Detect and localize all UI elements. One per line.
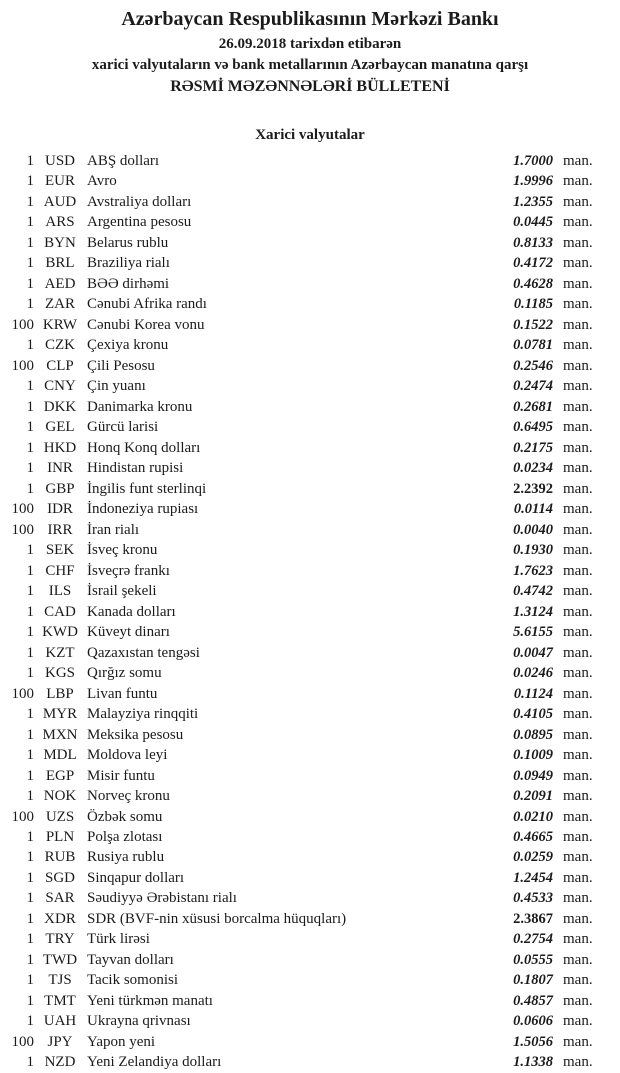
- currency-quantity: 1: [26, 542, 34, 559]
- table-row: [0, 847, 620, 867]
- currency-quantity: 100: [11, 521, 34, 538]
- table-row: [0, 253, 620, 273]
- currency-quantity: 1: [26, 583, 34, 600]
- currency-quantity: 1: [26, 173, 34, 190]
- currency-unit: man.: [563, 931, 593, 948]
- currency-unit: man.: [563, 153, 593, 169]
- currency-rate: 0.2091: [513, 788, 553, 805]
- currency-unit: man.: [563, 275, 593, 292]
- currency-name: Honq Konq dolları: [87, 439, 201, 456]
- currency-name: İndoneziya rupiası: [87, 501, 199, 518]
- currency-quantity: 1: [26, 644, 34, 661]
- currency-unit: man.: [563, 890, 593, 907]
- currency-rate: 0.1009: [513, 747, 553, 764]
- currency-rate: 0.4533: [513, 890, 553, 907]
- table-row: [0, 622, 620, 642]
- currency-quantity: 1: [26, 460, 34, 477]
- currency-unit: man.: [563, 726, 593, 743]
- currency-code: GEL: [45, 419, 75, 436]
- table-row: [0, 438, 620, 458]
- currency-code: TMT: [44, 992, 76, 1009]
- currency-name: Tayvan dolları: [87, 951, 174, 968]
- currency-name: Cənubi Korea vonu: [87, 316, 205, 333]
- table-row: [0, 1032, 620, 1052]
- currency-rate: 1.1338: [513, 1054, 553, 1071]
- currency-quantity: 100: [11, 357, 34, 374]
- currency-unit: man.: [563, 234, 593, 251]
- currency-quantity: 1: [26, 398, 34, 415]
- currency-name: Türk lirəsi: [87, 931, 150, 948]
- table-row: [0, 499, 620, 519]
- currency-unit: man.: [563, 398, 593, 415]
- currency-unit: man.: [563, 992, 593, 1009]
- currency-code: UAH: [43, 1013, 77, 1030]
- currency-quantity: 1: [26, 275, 34, 292]
- currency-rate: 0.1807: [513, 972, 553, 989]
- currency-code: IDR: [47, 501, 73, 518]
- currency-quantity: 1: [26, 480, 34, 497]
- table-row: [0, 561, 620, 581]
- currency-code: RUB: [44, 849, 76, 866]
- currency-quantity: 1: [26, 153, 34, 169]
- currency-unit: man.: [563, 501, 593, 518]
- currency-unit: man.: [563, 521, 593, 538]
- currency-rate: 0.2474: [513, 378, 553, 395]
- currency-quantity: 1: [26, 439, 34, 456]
- currency-unit: man.: [563, 747, 593, 764]
- currency-quantity: 1: [26, 562, 34, 579]
- currency-rate: 0.1522: [513, 316, 553, 333]
- currency-code: GBP: [45, 480, 75, 497]
- currency-code: EUR: [45, 173, 75, 190]
- currency-code: NZD: [44, 1054, 76, 1071]
- currency-rate: 1.3124: [513, 603, 553, 620]
- currency-quantity: 1: [26, 234, 34, 251]
- bulletin-title: RƏSMİ MƏZƏNNƏLƏRİ BÜLLETENİ: [170, 78, 450, 95]
- currency-rate: 0.4665: [513, 828, 553, 845]
- currency-name: Meksika pesosu: [87, 726, 184, 743]
- currency-unit: man.: [563, 808, 593, 825]
- currency-rate: 0.0040: [513, 521, 553, 538]
- currency-name: Polşa zlotası: [87, 828, 163, 845]
- table-row: [0, 868, 620, 888]
- currency-name: SDR (BVF-nin xüsusi borcalma hüquqları): [87, 910, 347, 927]
- currency-unit: man.: [563, 460, 593, 477]
- currency-rate: 1.9996: [513, 173, 553, 190]
- currency-rate: 2.3867: [513, 910, 553, 927]
- table-row: [0, 233, 620, 253]
- currency-code: UZS: [45, 808, 75, 825]
- currency-rate: 1.7000: [513, 153, 553, 169]
- currency-quantity: 1: [26, 890, 34, 907]
- table-row: [0, 786, 620, 806]
- currency-quantity: 1: [26, 972, 34, 989]
- currency-quantity: 1: [26, 193, 34, 210]
- table-row: [0, 171, 620, 191]
- currency-code: ILS: [48, 583, 72, 600]
- currency-unit: man.: [563, 1054, 593, 1071]
- currency-quantity: 1: [26, 706, 34, 723]
- currency-name: İngilis funt sterlinqi: [87, 480, 207, 497]
- currency-code: IRR: [47, 521, 73, 538]
- currency-rate: 0.0234: [513, 460, 553, 477]
- currency-quantity: 100: [11, 808, 34, 825]
- table-row: [0, 540, 620, 560]
- currency-rate: 0.0606: [513, 1013, 553, 1030]
- currency-rate: 0.1185: [513, 296, 553, 313]
- bulletin-header: [0, 0, 620, 98]
- currency-unit: man.: [563, 828, 593, 845]
- currency-unit: man.: [563, 173, 593, 190]
- table-row: [0, 970, 620, 990]
- currency-rate: 0.4628: [513, 275, 553, 292]
- currency-rate: 0.0259: [513, 849, 553, 866]
- currency-quantity: 1: [26, 419, 34, 436]
- currency-name: Malayziya rinqqiti: [87, 706, 199, 723]
- currency-rate: 0.6495: [513, 419, 553, 436]
- currency-unit: man.: [563, 439, 593, 456]
- currency-quantity: 1: [26, 747, 34, 764]
- currency-unit: man.: [563, 767, 593, 784]
- currency-rate: 0.2754: [513, 931, 553, 948]
- currency-rate: 0.0555: [513, 951, 553, 968]
- table-row: [0, 643, 620, 663]
- currency-rate: 1.2454: [513, 869, 553, 886]
- currency-quantity: 1: [26, 992, 34, 1009]
- currency-unit: man.: [563, 357, 593, 374]
- currency-name: Norveç kronu: [87, 788, 170, 805]
- currency-quantity: 1: [26, 910, 34, 927]
- table-row: [0, 888, 620, 908]
- currency-quantity: 1: [26, 214, 34, 231]
- currency-code: AUD: [43, 193, 77, 210]
- currency-quantity: 100: [11, 685, 34, 702]
- table-row: [0, 356, 620, 376]
- currency-name: Avro: [87, 173, 117, 190]
- currency-unit: man.: [563, 316, 593, 333]
- currency-code: CZK: [45, 337, 75, 354]
- currency-code: MYR: [42, 706, 78, 723]
- currency-unit: man.: [563, 562, 593, 579]
- currency-name: İran rialı: [87, 521, 140, 538]
- table-row: [0, 479, 620, 499]
- currency-code: LBP: [46, 685, 74, 702]
- currency-rate: 0.0949: [513, 767, 553, 784]
- currency-unit: man.: [563, 706, 593, 723]
- table-row: [0, 827, 620, 847]
- table-row: [0, 909, 620, 929]
- table-row: [0, 745, 620, 765]
- currency-unit: man.: [563, 685, 593, 702]
- currency-code: CAD: [44, 603, 76, 620]
- currency-unit: man.: [563, 665, 593, 682]
- currency-rate: 1.5056: [513, 1033, 553, 1050]
- currency-code: DKK: [43, 398, 77, 415]
- currency-rate: 2.2392: [513, 480, 553, 497]
- table-row: [0, 807, 620, 827]
- table-row: [0, 1052, 620, 1072]
- currency-code: SEK: [45, 542, 75, 559]
- currency-rate: 0.2546: [513, 357, 553, 374]
- currency-name: Livan funtu: [87, 685, 158, 702]
- currency-code: KZT: [45, 644, 75, 661]
- table-row: [0, 663, 620, 683]
- currency-unit: man.: [563, 1013, 593, 1030]
- table-row: [0, 581, 620, 601]
- currency-quantity: 1: [26, 624, 34, 641]
- currency-quantity: 100: [11, 1033, 34, 1050]
- currency-code: PLN: [45, 828, 75, 845]
- currency-name: İsveçrə frankı: [87, 562, 170, 579]
- currency-code: AED: [44, 275, 76, 292]
- currency-name: Ukrayna qrivnası: [87, 1013, 191, 1030]
- currency-name: Rusiya rublu: [87, 849, 165, 866]
- currency-rate: 0.0210: [513, 808, 553, 825]
- exchange-rates-table: [0, 151, 620, 1073]
- currency-quantity: 1: [26, 1054, 34, 1071]
- currency-code: KGS: [44, 665, 75, 682]
- bank-name-title: Azərbaycan Respublikasının Mərkəzi Bankı: [121, 8, 499, 30]
- table-row: [0, 315, 620, 335]
- currency-name: Belarus rublu: [87, 234, 169, 251]
- currency-code: CNY: [44, 378, 76, 395]
- table-row: [0, 397, 620, 417]
- currency-rate: 0.1124: [513, 685, 553, 702]
- currency-name: Özbək somu: [87, 808, 163, 825]
- currency-rate: 0.8133: [513, 234, 553, 251]
- currency-unit: man.: [563, 419, 593, 436]
- currency-unit: man.: [563, 624, 593, 641]
- currency-name: Moldova leyi: [87, 747, 168, 764]
- currency-code: XDR: [44, 910, 76, 927]
- currency-rate: 0.4172: [513, 255, 553, 272]
- currency-rate: 0.0114: [513, 501, 553, 518]
- currency-name: Braziliya rialı: [87, 255, 170, 272]
- currency-code: USD: [44, 153, 75, 169]
- currency-code: JPY: [47, 1033, 73, 1050]
- effective-date-line: 26.09.2018 tarixdən etibarən: [218, 36, 402, 52]
- currency-quantity: 1: [26, 378, 34, 395]
- table-row: [0, 725, 620, 745]
- currency-rate: 0.0246: [513, 665, 553, 682]
- currency-unit: man.: [563, 910, 593, 927]
- currency-unit: man.: [563, 480, 593, 497]
- currency-quantity: 1: [26, 296, 34, 313]
- currency-quantity: 1: [26, 951, 34, 968]
- currency-unit: man.: [563, 603, 593, 620]
- currency-unit: man.: [563, 296, 593, 313]
- currency-name: İsrail şekeli: [87, 583, 157, 600]
- currency-quantity: 1: [26, 828, 34, 845]
- table-row: [0, 1011, 620, 1031]
- currency-name: Kanada dolları: [87, 603, 176, 620]
- currency-name: Küveyt dinarı: [87, 624, 170, 641]
- currency-name: Yeni türkmən manatı: [87, 992, 213, 1009]
- currency-unit: man.: [563, 788, 593, 805]
- currency-name: Səudiyyə Ərəbistanı rialı: [87, 890, 237, 907]
- currency-quantity: 1: [26, 726, 34, 743]
- currency-code: MDL: [43, 747, 77, 764]
- currency-code: HKD: [43, 439, 77, 456]
- table-row: [0, 212, 620, 232]
- currency-quantity: 1: [26, 665, 34, 682]
- currency-name: Sinqapur dolları: [87, 869, 185, 886]
- currency-name: Yapon yeni: [87, 1033, 156, 1050]
- currency-quantity: 100: [11, 501, 34, 518]
- currency-rate: 1.2355: [513, 193, 553, 210]
- table-row: [0, 950, 620, 970]
- table-row: [0, 151, 620, 171]
- currency-rate: 0.1930: [513, 542, 553, 559]
- table-row: [0, 417, 620, 437]
- currency-name: Avstraliya dolları: [87, 193, 192, 210]
- currency-name: Qazaxıstan tengəsi: [87, 644, 200, 661]
- currency-quantity: 1: [26, 869, 34, 886]
- currency-code: CHF: [45, 562, 75, 579]
- currency-name: Cənubi Afrika randı: [87, 296, 207, 313]
- currency-code: SGD: [44, 869, 75, 886]
- table-row: [0, 684, 620, 704]
- currency-unit: man.: [563, 1033, 593, 1050]
- table-row: [0, 335, 620, 355]
- table-row: [0, 520, 620, 540]
- currency-rate: 0.4105: [513, 706, 553, 723]
- currency-code: TWD: [42, 951, 78, 968]
- currency-code: SAR: [45, 890, 75, 907]
- table-row: [0, 274, 620, 294]
- table-row: [0, 929, 620, 949]
- currency-rate: 5.6155: [513, 624, 553, 641]
- currency-unit: man.: [563, 644, 593, 661]
- table-row: [0, 376, 620, 396]
- currency-quantity: 1: [26, 1013, 34, 1030]
- currency-rate: 0.2175: [513, 439, 553, 456]
- currency-name: Çexiya kronu: [87, 337, 169, 354]
- currency-rate: 0.0895: [513, 726, 553, 743]
- currency-rate: 1.7623: [513, 562, 553, 579]
- currency-unit: man.: [563, 214, 593, 231]
- currency-name: Hindistan rupisi: [87, 460, 184, 477]
- table-row: [0, 766, 620, 786]
- currency-unit: man.: [563, 542, 593, 559]
- currency-code: ZAR: [45, 296, 75, 313]
- currency-code: TRY: [45, 931, 75, 948]
- currency-rate: 0.0445: [513, 214, 553, 231]
- table-row: [0, 192, 620, 212]
- currency-unit: man.: [563, 951, 593, 968]
- currency-rate: 0.2681: [513, 398, 553, 415]
- currency-name: İsveç kronu: [87, 542, 158, 559]
- currency-code: CLP: [46, 357, 74, 374]
- table-row: [0, 294, 620, 314]
- table-row: [0, 991, 620, 1011]
- currency-quantity: 100: [11, 316, 34, 333]
- currency-unit: man.: [563, 583, 593, 600]
- currency-code: INR: [47, 460, 73, 477]
- table-row: [0, 458, 620, 478]
- currency-code: KRW: [42, 316, 78, 333]
- currency-code: EGP: [45, 767, 75, 784]
- currency-quantity: 1: [26, 603, 34, 620]
- currency-name: Qırğız somu: [87, 665, 162, 682]
- currency-quantity: 1: [26, 767, 34, 784]
- subject-line: xarici valyutaların və bank metallarının Azərbaycan manatına qarşı: [91, 57, 529, 73]
- table-row: [0, 602, 620, 622]
- currency-code: BYN: [44, 234, 76, 251]
- currency-name: ABŞ dolları: [87, 153, 160, 169]
- currency-name: BƏƏ dirhəmi: [87, 275, 170, 292]
- currency-name: Argentina pesosu: [87, 214, 192, 231]
- section-title-foreign-currencies: Xarici valyutalar: [255, 127, 365, 143]
- currency-quantity: 1: [26, 255, 34, 272]
- currency-unit: man.: [563, 972, 593, 989]
- currency-unit: man.: [563, 337, 593, 354]
- currency-code: ARS: [45, 214, 75, 231]
- currency-code: NOK: [43, 788, 77, 805]
- currency-rate: 0.0047: [513, 644, 553, 661]
- currency-code: MXN: [42, 726, 78, 743]
- currency-code: KWD: [42, 624, 78, 641]
- currency-name: Yeni Zelandiya dolları: [87, 1054, 222, 1071]
- currency-quantity: 1: [26, 849, 34, 866]
- currency-unit: man.: [563, 849, 593, 866]
- currency-quantity: 1: [26, 931, 34, 948]
- currency-name: Danimarka kronu: [87, 398, 193, 415]
- currency-unit: man.: [563, 193, 593, 210]
- currency-code: BRL: [45, 255, 75, 272]
- currency-name: Çin yuanı: [87, 378, 146, 395]
- table-row: [0, 704, 620, 724]
- currency-name: Tacik somonisi: [87, 972, 179, 989]
- currency-rate: 0.4742: [513, 583, 553, 600]
- currency-name: Çili Pesosu: [87, 357, 155, 374]
- currency-quantity: 1: [26, 788, 34, 805]
- currency-name: Misir funtu: [87, 767, 155, 784]
- currency-rate: 0.0781: [513, 337, 553, 354]
- currency-name: Gürcü larisi: [87, 419, 159, 436]
- currency-rate: 0.4857: [513, 992, 553, 1009]
- currency-code: TJS: [48, 972, 72, 989]
- currency-unit: man.: [563, 378, 593, 395]
- currency-unit: man.: [563, 255, 593, 272]
- currency-unit: man.: [563, 869, 593, 886]
- currency-quantity: 1: [26, 337, 34, 354]
